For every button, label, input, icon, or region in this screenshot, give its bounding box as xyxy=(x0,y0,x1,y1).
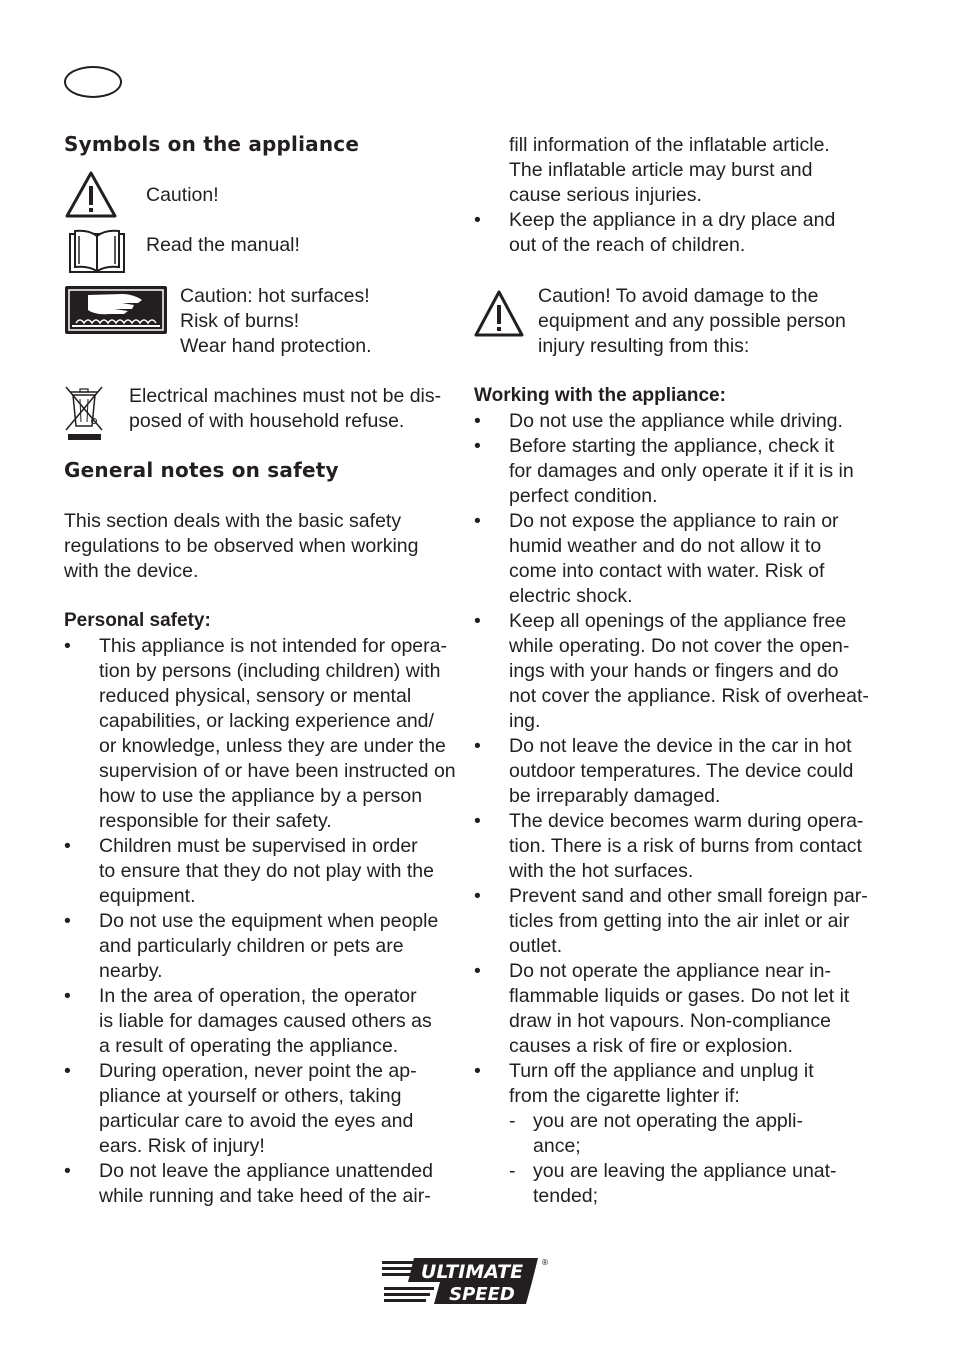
line: humid weather and do not allow it to xyxy=(509,535,822,557)
line: not cover the appliance. Risk of overheat- xyxy=(509,685,869,707)
line: while running and take heed of the air- xyxy=(99,1185,431,1207)
line: • Prevent sand and other small foreign par- xyxy=(509,885,868,907)
disposal-line: posed of with household refuse. xyxy=(129,410,405,432)
line: outdoor temperatures. The device could xyxy=(509,760,854,782)
line: perfect condition. xyxy=(509,485,658,507)
symbol-caution-label: Caution! xyxy=(146,184,219,206)
line: • During operation, never point the ap- xyxy=(99,1060,417,1082)
line: ing. xyxy=(509,710,541,732)
line: or knowledge, unless they are under the xyxy=(99,735,446,757)
line: equipment. xyxy=(99,885,196,907)
list-item xyxy=(64,634,454,834)
line: particular care to avoid the eyes and xyxy=(99,1110,414,1132)
line: • In the area of operation, the operator xyxy=(99,985,417,1007)
line: responsible for their safety. xyxy=(99,810,332,832)
line: ears. Risk of injury! xyxy=(99,1135,265,1157)
line: - you are leaving the appliance unat- xyxy=(533,1160,837,1182)
language-marker xyxy=(64,66,122,98)
line: • Do not use the equipment when people xyxy=(99,910,439,932)
line: to ensure that they do not play with the xyxy=(99,860,434,882)
list-item xyxy=(64,909,454,984)
line: tion by persons (including children) with xyxy=(99,660,441,682)
line: • Turn off the appliance and unplug it xyxy=(509,1060,814,1082)
line: ance; xyxy=(533,1135,581,1157)
disposal-text xyxy=(129,384,441,434)
line: flammable liquids or gases. Do not let it xyxy=(509,985,850,1007)
line: causes a risk of fire or explosion. xyxy=(509,1035,793,1057)
list-item xyxy=(64,834,454,909)
sub-list-item xyxy=(509,1109,874,1159)
hot-surfaces-text xyxy=(180,284,372,359)
list-item xyxy=(474,409,874,434)
line: reduced physical, sensory or mental xyxy=(99,685,412,707)
line: nearby. xyxy=(99,960,163,982)
line: a result of operating the appliance. xyxy=(99,1035,399,1057)
list-item xyxy=(474,208,874,258)
line: • The device becomes warm during opera- xyxy=(509,810,864,832)
line: draw in hot vapours. Non-compliance xyxy=(509,1010,831,1032)
line: be irreparably damaged. xyxy=(509,785,721,807)
intro-line: with the device. xyxy=(64,560,199,582)
symbols-heading: Symbols on the appliance xyxy=(64,132,360,156)
line: • Before starting the appliance, check it xyxy=(509,435,835,457)
line: pliance at yourself or others, taking xyxy=(99,1085,402,1107)
line: • Children must be supervised in order xyxy=(99,835,418,857)
line: • Keep all openings of the appliance free xyxy=(509,610,847,632)
line: with the hot surfaces. xyxy=(509,860,694,882)
list-item xyxy=(64,984,454,1059)
line: • Do not expose the appliance to rain or xyxy=(509,510,839,532)
caution-block-text xyxy=(538,284,846,359)
line: - you are not operating the appli- xyxy=(533,1110,803,1132)
line: • Do not use the appliance while driving. xyxy=(509,410,843,432)
line: ticles from getting into the air inlet or air xyxy=(509,910,850,932)
line: tended; xyxy=(533,1185,599,1207)
continuation-text xyxy=(509,133,830,208)
personal-safety-list xyxy=(64,634,454,1209)
line: tion. There is a risk of burns from contact xyxy=(509,835,862,857)
list-item xyxy=(474,609,874,734)
personal-safety-heading: Personal safety: xyxy=(64,610,211,631)
hot-surfaces-line: Risk of burns! xyxy=(180,310,300,332)
list-item xyxy=(474,434,874,509)
line: • Keep the appliance in a dry place and xyxy=(509,209,836,231)
list-item xyxy=(474,734,874,809)
line: • Do not leave the device in the car in hot xyxy=(509,735,852,757)
open-book-icon xyxy=(68,228,126,274)
line: • This appliance is not intended for opera- xyxy=(99,635,447,657)
warning-triangle-icon xyxy=(64,170,118,220)
line: equipment and any possible person xyxy=(538,310,846,332)
list-item xyxy=(64,1159,454,1209)
disposal-line: Electrical machines must not be dis- xyxy=(129,385,442,407)
line: cause serious injuries. xyxy=(509,184,702,206)
hot-surface-hand-icon xyxy=(64,285,168,335)
crossed-bin-icon xyxy=(64,384,104,444)
line: The inflatable article may burst and xyxy=(509,159,813,181)
ultimate-speed-logo xyxy=(380,1256,548,1306)
line: how to use the appliance by a person xyxy=(99,785,423,807)
hot-surfaces-line: Caution: hot surfaces! xyxy=(180,285,370,307)
intro-line: This section deals with the basic safety xyxy=(64,510,402,532)
list-item xyxy=(474,509,874,609)
line: from the cigarette lighter if: xyxy=(509,1085,740,1107)
line: out of the reach of children. xyxy=(509,234,746,256)
hot-surfaces-line: Wear hand protection. xyxy=(180,335,372,357)
line: outlet. xyxy=(509,935,563,957)
general-intro xyxy=(64,509,418,584)
working-heading: Working with the appliance: xyxy=(474,385,726,406)
list-item xyxy=(474,809,874,884)
logo-line2: SPEED xyxy=(449,1284,515,1305)
sub-list-item xyxy=(509,1159,874,1209)
line: supervision of or have been instructed on xyxy=(99,760,456,782)
working-list xyxy=(474,409,874,1209)
list-item xyxy=(474,959,874,1059)
line: is liable for damages caused others as xyxy=(99,1010,432,1032)
line: • Do not operate the appliance near in- xyxy=(509,960,831,982)
warning-triangle-icon xyxy=(473,289,525,339)
list-item xyxy=(474,884,874,959)
line: come into contact with water. Risk of xyxy=(509,560,825,582)
line: electric shock. xyxy=(509,585,633,607)
line: for damages and only operate it if it is in xyxy=(509,460,854,482)
line: ings with your hands or fingers and do xyxy=(509,660,839,682)
line: and particularly children or pets are xyxy=(99,935,404,957)
symbol-manual-label: Read the manual! xyxy=(146,234,300,256)
list-item xyxy=(474,1059,874,1209)
line: fill information of the inflatable article. xyxy=(509,134,830,156)
logo-registered-mark: ® xyxy=(541,1258,549,1267)
sub-list xyxy=(509,1109,874,1209)
general-safety-heading: General notes on safety xyxy=(64,458,339,482)
list-item xyxy=(64,1059,454,1159)
line: injury resulting from this: xyxy=(538,335,750,357)
line: Caution! To avoid damage to the xyxy=(538,285,819,307)
intro-line: regulations to be observed when working xyxy=(64,535,419,557)
line: capabilities, or lacking experience and/ xyxy=(99,710,434,732)
keep-dry-list xyxy=(474,208,874,258)
line: • Do not leave the appliance unattended xyxy=(99,1160,433,1182)
logo-line1: ULTIMATE xyxy=(420,1261,524,1283)
line: while operating. Do not cover the open- xyxy=(509,635,850,657)
